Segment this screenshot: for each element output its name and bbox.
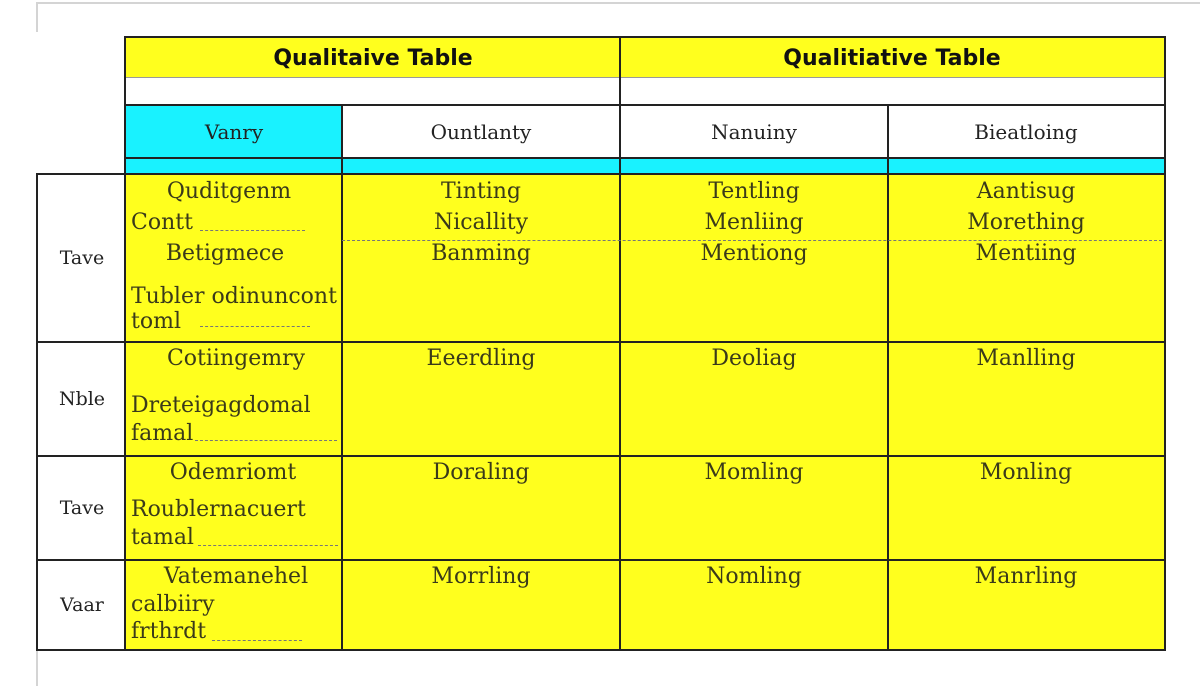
cell-text: Tubler odinuncont [131, 284, 337, 309]
cell-text: Mentiong [700, 241, 808, 266]
column-header-3: Nanuiny [620, 105, 888, 158]
cell-text: Monling [979, 460, 1073, 485]
cell-text: Roublernacuert [131, 497, 306, 522]
cell-text: calbiiry [131, 592, 215, 617]
grid-line [124, 104, 1166, 106]
dashed-rule [200, 230, 305, 231]
cell-text: frthrdt [131, 619, 207, 644]
cell-text: Betigmece [165, 241, 285, 266]
grid-line [124, 77, 1166, 78]
row-label-4: Vaar [38, 560, 126, 650]
cell-text: Aantisug [976, 179, 1076, 204]
cell-text: toml [131, 309, 181, 334]
cell-text: Nomling [706, 564, 802, 589]
cell-text: Odemriomt [169, 460, 297, 485]
cell-text: Mentiing [975, 241, 1077, 266]
table-title-left: Qualitaive Table [126, 38, 620, 78]
header-divider-band [126, 158, 1164, 174]
header-spacer [126, 78, 1164, 105]
row-label-3: Tave [38, 456, 126, 560]
cell-text: tamal [131, 525, 194, 550]
page-frame-left [36, 2, 38, 32]
column-header-2: Ountlanty [342, 105, 620, 158]
cell-text: Doraling [432, 460, 530, 485]
grid-line [124, 157, 1166, 159]
grid-line [36, 173, 1166, 175]
grid-line [36, 649, 1166, 651]
column-header-4: Bieatloing [888, 105, 1164, 158]
cell-text: Contt [131, 210, 193, 235]
page-frame-top [36, 2, 1200, 4]
row-label-1: Tave [38, 174, 126, 342]
cell-text: Morething [967, 210, 1085, 235]
cell-text: Tinting [440, 179, 521, 204]
cell-text: Manlling [976, 346, 1076, 371]
cell-text: Quditgenm [166, 179, 292, 204]
cell-text: Cotiingemry [166, 346, 306, 371]
cell-text: Morrling [431, 564, 531, 589]
column-header-1: Vanry [126, 105, 342, 158]
dashed-rule [212, 640, 302, 641]
cell-text: Deoliag [711, 346, 797, 371]
cell-text: Eeerdling [426, 346, 536, 371]
cell-text: Tentling [708, 179, 800, 204]
page-frame-left-bottom [36, 650, 38, 686]
cell-text: Vatemanehel [163, 564, 309, 589]
cell-text: Nicallity [433, 210, 529, 235]
grid-line [124, 36, 1166, 38]
dashed-rule [195, 440, 337, 441]
cell-text: Dreteigagdomal [131, 393, 311, 418]
dashed-rule [198, 545, 338, 546]
grid-line [1164, 36, 1166, 651]
cell-text: Banming [431, 241, 531, 266]
dashed-rule [200, 326, 310, 327]
cell-text: famal [131, 421, 194, 446]
cell-text: Manrling [974, 564, 1078, 589]
cell-text: Momling [704, 460, 804, 485]
table-title-right: Qualitiative Table [620, 38, 1164, 78]
cell-text: Menliing [704, 210, 804, 235]
row-label-2: Nble [38, 342, 126, 456]
grid-line [36, 173, 38, 651]
